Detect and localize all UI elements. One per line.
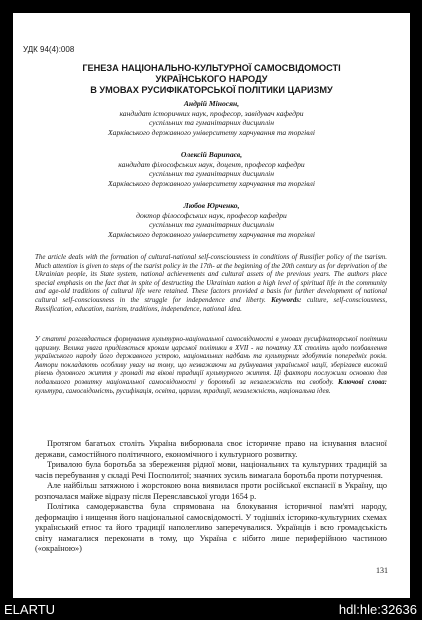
- author-affiliation: кандидат філософських наук, доцент, професор кафедри: [118, 159, 305, 169]
- author-name: Андрій Міносян,: [183, 99, 240, 108]
- author-affiliation: суспільних та гуманітарних дисциплін: [148, 118, 275, 127]
- keywords-label: Ключові слова:: [338, 377, 388, 386]
- author-affiliation: суспільних та гуманітарних дисциплін: [148, 220, 275, 229]
- keywords-text: культура, самосвідомість, русифікація, освіта, царизм, традиції, незалежність, національна ідея.: [35, 386, 331, 395]
- author-affiliation: Харківського державного університету харчування та торгівлі: [108, 178, 315, 188]
- author-affiliation: кандидат історичних наук, професор, завідувач кафедри: [119, 108, 304, 118]
- author-name: Олексій Варипаєв,: [180, 150, 243, 159]
- title-line: В УМОВАХ РУСИФІКАТОРСЬКОЇ ПОЛІТИКИ ЦАРИЗМУ: [90, 85, 333, 95]
- author-name: Любов Юрченко,: [183, 201, 240, 210]
- article-title: [13, 63, 410, 96]
- author-block: [13, 99, 410, 137]
- journal-page: [13, 13, 410, 598]
- body-paragraph: Протягом багатьох століть Україна виборювала своє історичне право на існування власної держави, самостійного політичного, економічного і культурного розвитку.: [35, 439, 387, 459]
- body-paragraph: Політика самодержавства була спрямована на блокування історичної пам'яті народу, деформацію і нищення його національної самосвідомості. У тодішніх історико-культурних схемах український етнос та його традиції наполегливо заперечувалися. Українців і всю громадськість світу намагалися переконати в тому, що Україна є нібито лише периферійною частиною («окраїною»): [35, 502, 387, 553]
- author-block: [13, 201, 410, 239]
- author-affiliation: Харківського державного університету харчування та торгівлі: [108, 229, 315, 239]
- author-affiliation: суспільних та гуманітарних дисциплін: [148, 169, 275, 178]
- body-paragraph: Тривалою була боротьба за збереження рідної мови, національних та культурних традицій за часів перебування у складі Речі Посполитої; значних зусиль вимагала боротьба проти потурчення.: [35, 460, 387, 480]
- udk-code: УДК 94(4):008: [23, 45, 75, 54]
- handle-id: hdl:hle:32636: [338, 602, 417, 617]
- repository-footer: [0, 598, 422, 620]
- abstract-text: The article deals with the formation of cultural-national self-consciousness in conditions of Russifier policy of the tsarism. Much attention is given to steps of the tsarist policy in the 17th- at the beginning of the 20th century as for deprivation of the Ukrainian people, its State system, national achievements and cultural assets of the previous years. The authors place special emphasis on the fact that in spite of destructing the Ukrainian nation a high level of spiritual life in the community and age-old traditions of cultural life were retained. These factors provided a basis for further development of national cultural self-consciousness in the struggle for independence and liberty.: [35, 253, 387, 304]
- author-block: [13, 150, 410, 188]
- author-affiliation: доктор філософських наук, професор кафедри: [136, 210, 287, 220]
- title-line: ГЕНЕЗА НАЦІОНАЛЬНО-КУЛЬТУРНОЇ САМОСВІДОМОСТІ: [82, 63, 341, 73]
- body-paragraph: Але найбільш затяжною і жорстокою вона виявилася проти російської експансії в Україну, що розпочалася майже відразу після Переяславської угоди 1654 р.: [35, 481, 387, 501]
- article-body: [35, 439, 387, 555]
- page-number: 131: [376, 566, 388, 575]
- title-line: УКРАЇНСЬКОГО НАРОДУ: [155, 74, 268, 84]
- abstract-english: [35, 253, 387, 313]
- abstract-text: У статті розглядається формування культурно-національної самосвідомості в умовах русифікаторської політики царизму. Велика увага приділяється крокам царської політики в XVII - на початку XX століть щодо позбавлення українського народу його державного устрою, національних надбань та культурних здобутків попередніх років. Автори покладають особливу увагу на тому, що незважаючи на руйнування української нації, зберігався високий рівень духовного життя у громаді та вікові традиції культурного життя. Ці фактори послужили основою для подальшого розвитку національної самосвідомості у боротьбі за незалежність та свободу.: [35, 335, 387, 386]
- repository-name: ELARTU: [4, 602, 56, 617]
- author-affiliation: Харківського державного університету харчування та торгівлі: [108, 127, 315, 137]
- keywords-text: culture, self-consciousness, Russification, education, tsarism, traditions, independence, national idea.: [35, 295, 387, 313]
- keywords-label: Keywords:: [271, 295, 302, 304]
- abstract-ukrainian: [35, 335, 387, 395]
